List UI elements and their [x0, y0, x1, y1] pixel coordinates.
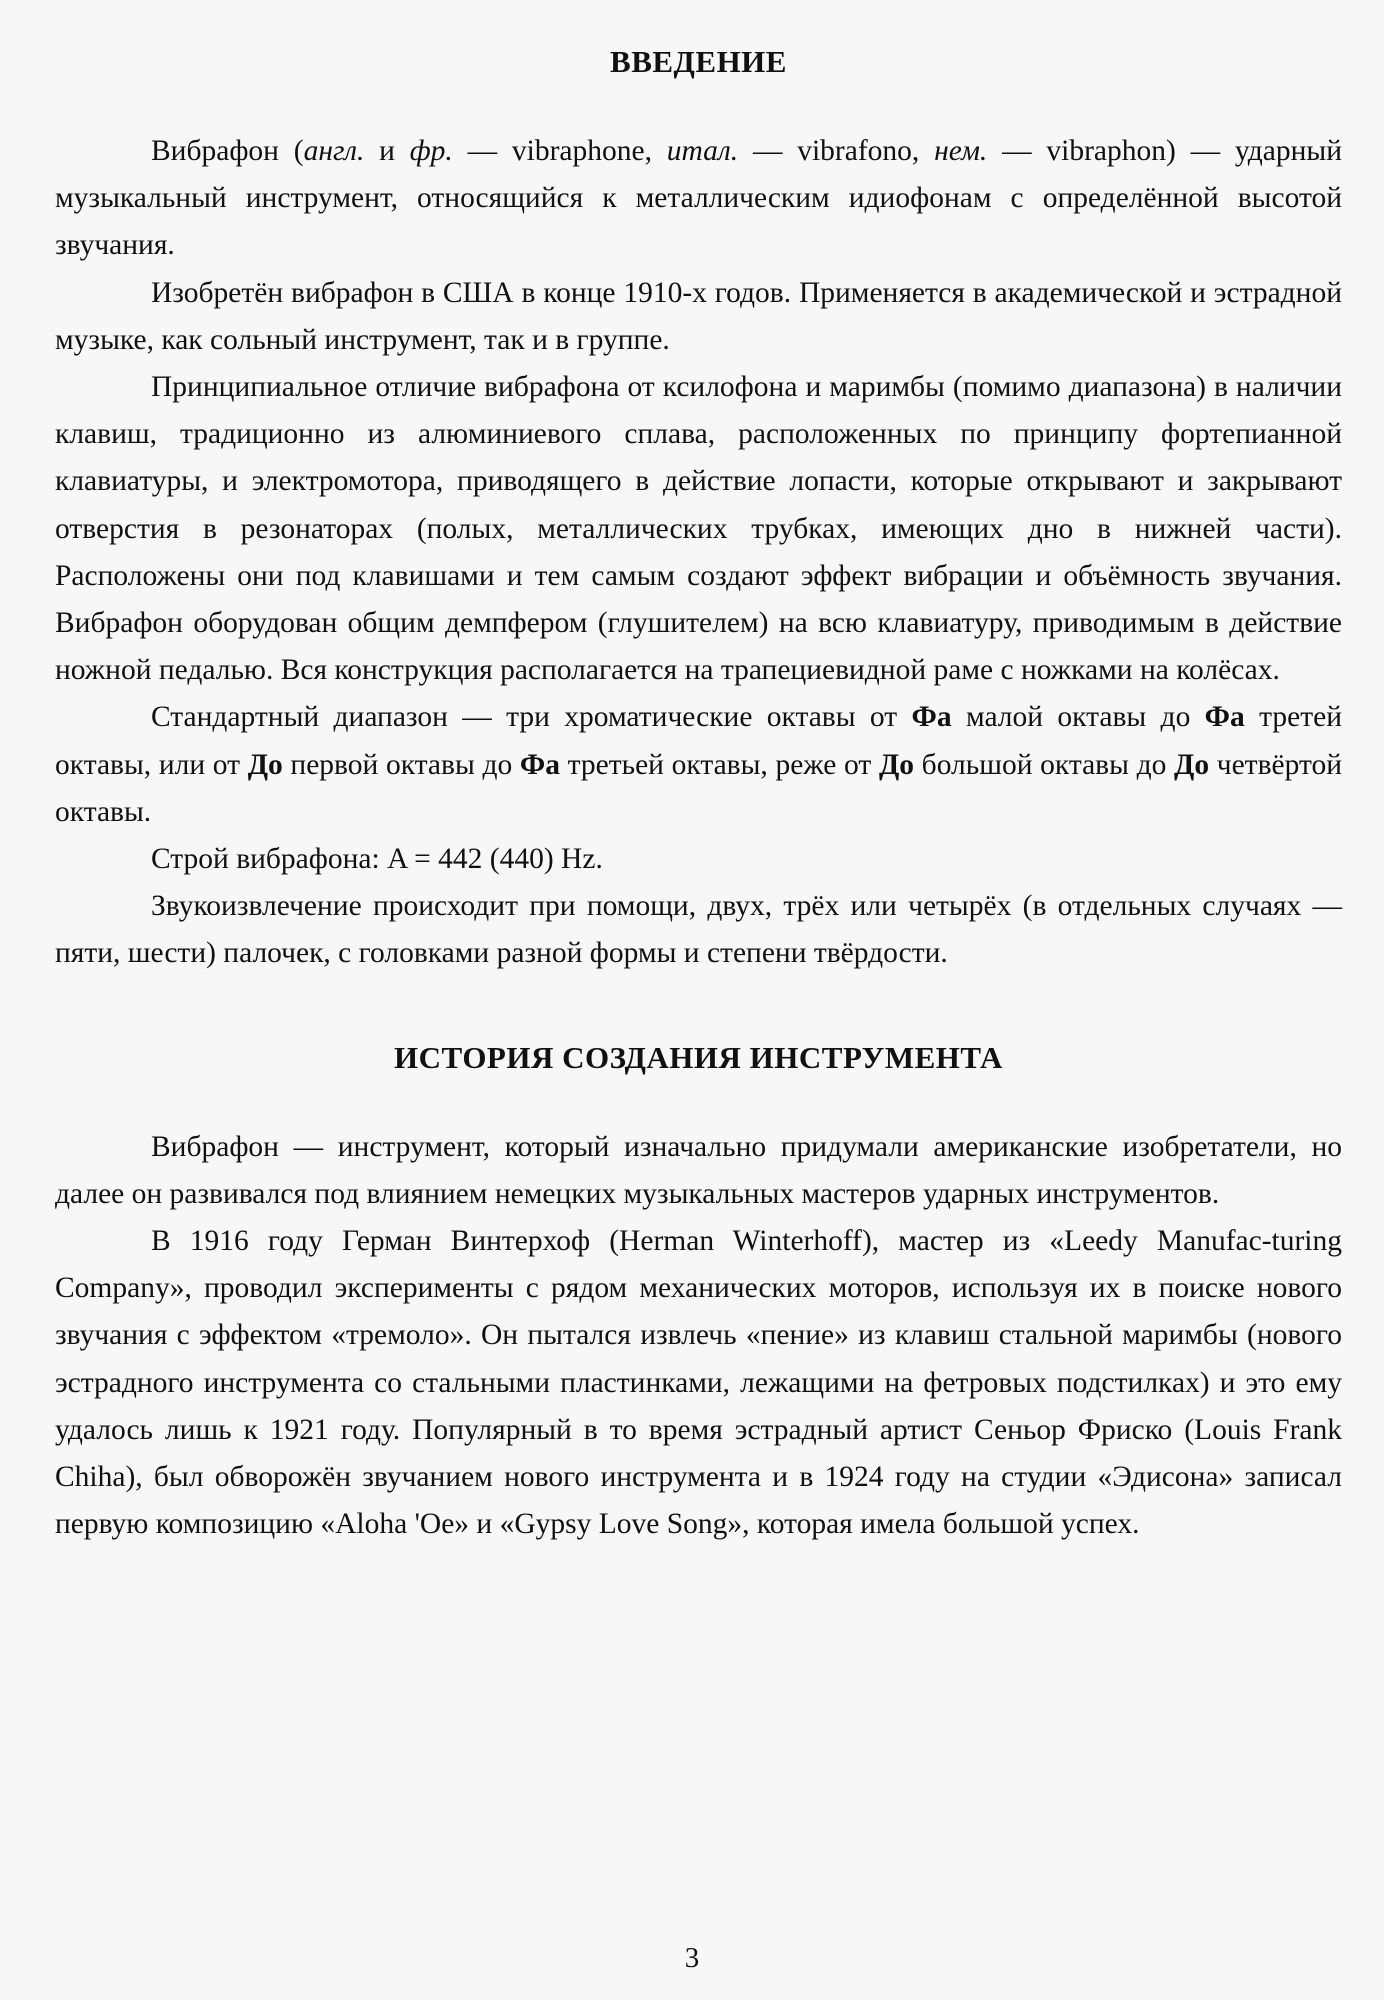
history-body — [55, 1124, 1342, 1549]
paragraph: Вибрафон (англ. и фр. — vibraphone, итал. — vibrafono, нем. — vibraphon) — ударный музыкальный инструмент, относящийся к металлическим идиофонам с определённой высотой звучания. — [55, 135, 1343, 262]
paragraph: Звукоизвлечение происходит при помощи, двух, трёх или четырёх (в отдельных случаях — пяти, шести) палочек, с головками разной формы и степени твёрдости. — [55, 890, 1342, 970]
paragraph: В 1916 году Герман Винтерхоф (Herman Winterhoff), мастер из «Leedy Manufac-turing Company», проводил эксперименты с рядом механических моторов, используя их в поиске нового звучания с эффектом «тремоло». Он пытался извлечь «пение» из клавиш стальной маримбы (нового эстрадного инструмента со стальными пластинками, лежащими на фетровых подстилках) и это ему удалось лишь к 1921 году. Популярный в то время эстрадный артист Сеньор Фриско (Louis Frank Chiha), был обворожён звучанием нового инструмента и в 1924 году на студии «Эдисона» записал первую композицию «Aloha 'Oe» и «Gypsy Love Song», которая имела большой успех. — [55, 1225, 1342, 1541]
paragraph: Вибрафон — инструмент, который изначально придумали американские изобретатели, но далее он развивался под влиянием немецких музыкальных мастеров ударных инструментов. — [55, 1130, 1342, 1210]
section-title-introduction: ВВЕДЕНИЕ — [610, 44, 787, 79]
section-title-history: ИСТОРИЯ СОЗДАНИЯ ИНСТРУМЕНТА — [394, 1039, 1003, 1075]
introduction-body — [55, 128, 1342, 978]
page-number: 3 — [684, 1942, 700, 1974]
paragraph: Принципиальное отличие вибрафона от ксилофона и маримбы (помимо диапазона) в наличии клавиш, традиционно из алюминиевого сплава, расположенных по принципу фортепианной клавиатуры, и электромотора, приводящего в действие лопасти, которые открывают и закрывают отверстия в резонаторах (полых, металлических трубках, имеющих дно в нижней части). Расположены они под клавишами и тем самым создают эффект вибрации и объёмность звучания. Вибрафон оборудован общим демпфером (глушителем) на всю клавиатуру, приводимым в действие ножной педалью. Вся конструкция располагается на трапециевидной раме с ножками на колёсах. — [55, 371, 1342, 687]
paragraph: Стандартный диапазон — три хроматические октавы от Фа малой октавы до Фа третей октавы, или от До первой октавы до Фа третьей октавы, реже от До большой октавы до До четвёртой октавы. — [55, 701, 1342, 828]
paragraph: Строй вибрафона: A = 442 (440) Hz. — [151, 843, 603, 876]
paragraph: Изобретён вибрафон в США в конце 1910-х годов. Применяется в академической и эстрадной музыке, как сольный инструмент, так и в группе. — [55, 276, 1342, 356]
